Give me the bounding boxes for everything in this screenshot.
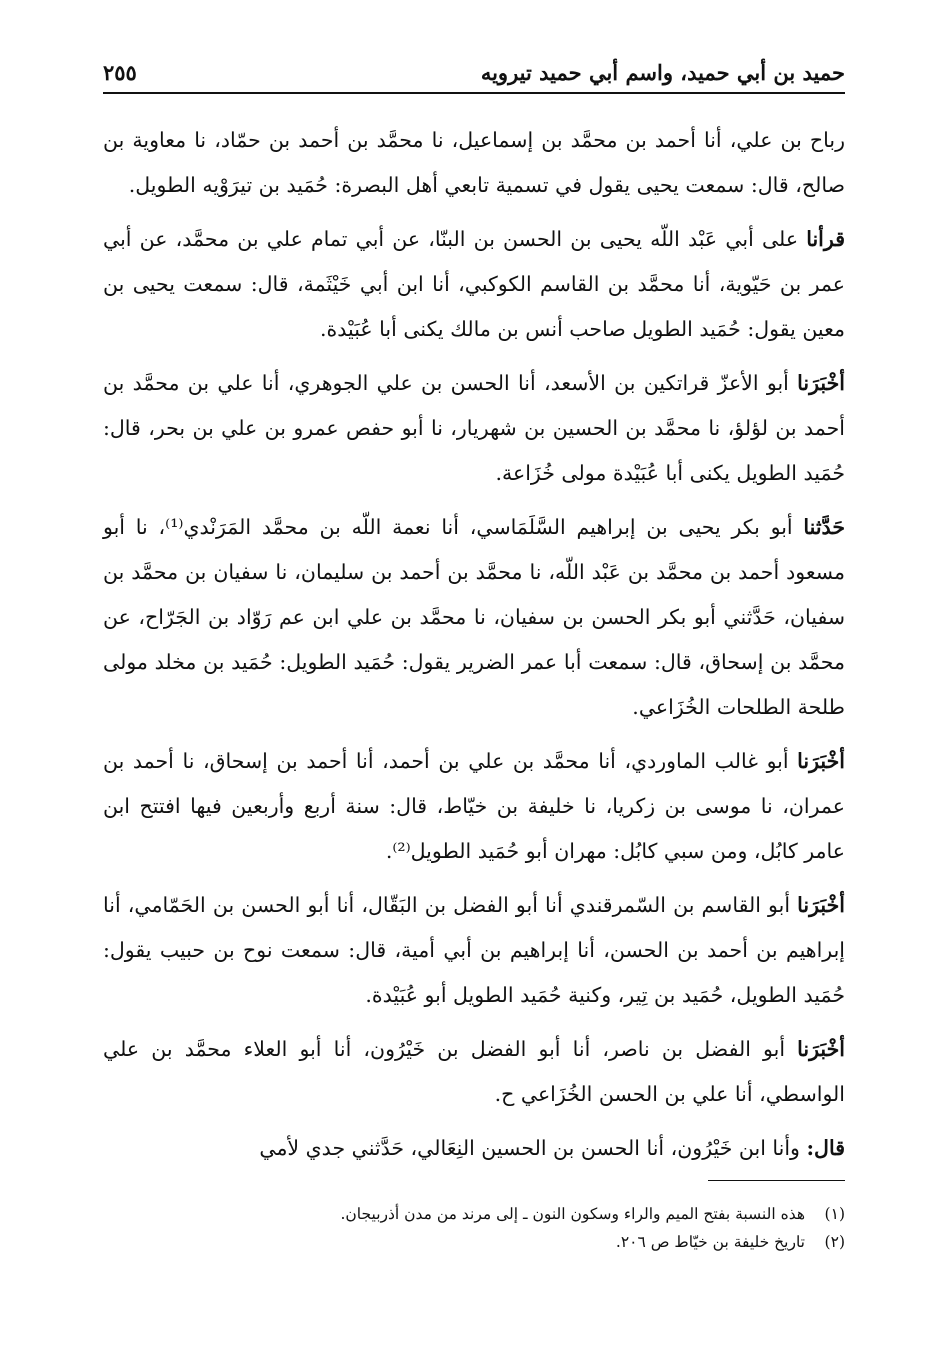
paragraph <box>103 1126 845 1171</box>
paragraph-lead: أخْبَرَنا <box>797 371 845 395</box>
paragraph-text: أبو بكر يحيى بن إبراهيم السَّلَمَاسي، أنا نعمة اللّه بن محمَّد المَرَنْدي⁽¹⁾، نا أبو مسعود أحمد بن محمَّد بن عَبْد اللّه، نا محمَّد بن أحمد بن سليمان، نا سفيان بن محمَّد بن سفيان، حَدَّثني أبو بكر الحسن بن سفيان، نا محمَّد بن علي ابن عم رَوّاد بن الجَرّاح، عن محمَّد بن إسحاق، قال: سمعت أبا عمر الضرير يقول: حُمَيد الطويل: حُمَيد بن مخلد مولى طلحة الطلحات الخُزَاعي. <box>103 515 845 719</box>
footnote-text: هذه النسبة بفتح الميم والراء وسكون النون ـ إلى مرند من مدن أذربيجان. <box>340 1205 805 1223</box>
footnote <box>103 1228 845 1256</box>
paragraph-lead: حَدَّثنا <box>803 515 845 539</box>
paragraph-lead: أخْبَرَنا <box>797 749 845 773</box>
paragraph-lead: قال: <box>806 1136 845 1160</box>
paragraph-text: أبو الأعزّ قراتكين بن الأسعد، أنا الحسن بن علي الجوهري، أنا علي بن محمَّد بن أحمد بن لؤلؤ، نا محمَّد بن الحسين بن شهريار، نا أبو حفص عمرو بن علي بن بحر، قال: حُمَيد الطويل يكنى أبا عُبَيْدة مولى خُزَاعة. <box>103 371 845 485</box>
footnote-rule <box>708 1180 845 1181</box>
paragraph-text: رباح بن علي، أنا أحمد بن محمَّد بن إسماعيل، نا محمَّد بن أحمد بن حمّاد، نا معاوية بن صالح، قال: سمعت يحيى يقول في تسمية تابعي أهل البصرة: حُمَيد بن تيرَوْيه الطويل. <box>103 128 845 197</box>
footnote <box>103 1200 845 1228</box>
paragraph-lead: أخْبَرَنا <box>797 1037 845 1061</box>
paragraph-lead: أخْبَرَنا <box>797 893 845 917</box>
page-header <box>103 55 845 85</box>
paragraph <box>103 1027 845 1117</box>
paragraph-text: أبو غالب الماوردي، أنا محمَّد بن علي بن أحمد، أنا أحمد بن إسحاق، نا أحمد بن عمران، نا موسى بن زكريا، نا خليفة بن خيّاط، قال: سنة أربع وأربعين فيها افتتح ابن عامر كابُل، ومن سبي كابُل: مهران أبو حُمَيد الطويل⁽²⁾. <box>103 749 845 863</box>
paragraph-lead: قرأنا <box>806 227 845 251</box>
main-text <box>103 118 845 1180</box>
paragraph <box>103 217 845 352</box>
running-title: حميد بن أبي حميد، واسم أبي حميد تيرويه <box>480 60 845 85</box>
paragraph <box>103 118 845 208</box>
paragraph-text: وأنا ابن خَيْرُون، أنا الحسن بن الحسين النِعَالي، حَدَّثني جدي لأمي <box>259 1136 807 1160</box>
paragraph-text: أبو الفضل بن ناصر، أنا أبو الفضل بن خَيْرُون، أنا أبو العلاء محمَّد بن علي الواسطي، أنا علي بن الحسن الخُزَاعي ح. <box>103 1037 845 1106</box>
paragraph <box>103 739 845 874</box>
header-rule <box>103 92 845 94</box>
paragraph-text: على أبي عَبْد اللّه يحيى بن الحسن بن البنّا، عن أبي تمام علي بن محمَّد، عن أبي عمر بن حَيّوية، أنا محمَّد بن القاسم الكوكبي، أنا ابن أبي خَيْثَمة، قال: سمعت يحيى بن معين يقول: حُمَيد الطويل صاحب أنس بن مالك يكنى أبا عُبَيْدة. <box>103 227 845 341</box>
page-number: ٢٥٥ <box>103 60 137 85</box>
footnote-number: (٢) <box>824 1233 845 1251</box>
footnotes <box>103 1200 845 1256</box>
paragraph <box>103 361 845 496</box>
paragraph-text: أبو القاسم بن السّمرقندي أنا أبو الفضل بن البَقّال، أنا أبو الحسن بن الحَمّامي، أنا إبراهيم بن أحمد بن الحسن، أنا إبراهيم بن أبي أمية، قال: سمعت نوح بن حبيب يقول: حُمَيد الطويل، حُمَيد بن تِير، وكنية حُمَيد الطويل أبو عُبَيْدة. <box>103 893 845 1007</box>
paragraph <box>103 505 845 730</box>
footnote-text: تاريخ خليفة بن خيّاط ص ٢٠٦. <box>615 1233 805 1251</box>
paragraph <box>103 883 845 1018</box>
footnote-number: (١) <box>824 1205 845 1223</box>
